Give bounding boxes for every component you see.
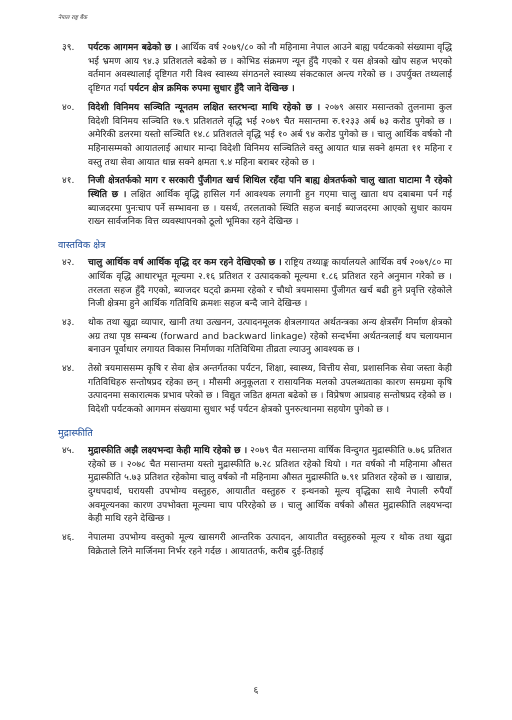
- paragraph-number: ४२.: [62, 258, 75, 269]
- paragraph-45: [62, 445, 452, 527]
- paragraph-text: लक्षित आर्थिक वृद्धि हासिल गर्न आवश्यक लगानी हुन गएमा चालु खाता थप दबाबमा पर्न गई ब्याजदरमा पुनःचाप पर्ने सम्भावना छ । यसर्थ, तरलताको स्थिति सहज बनाई ब्याजदरमा आएको सुधार कायम राख्न सार्वजनिक वित्त व्यवस्थापनको ठूलो भूमिका रहने देखिन्छ ।: [88, 190, 452, 228]
- paragraph-number: ४१.: [62, 176, 75, 187]
- paragraph-number: ४४.: [62, 364, 75, 375]
- paragraph-42: [62, 257, 452, 312]
- paragraph-heading: निजी क्षेत्रतर्फको माग र सरकारी पुँजीगत खर्च शिथिल रहँदा पनि बाह्य क्षेत्रतर्फको चालु खाता घाटामा नै रहेको स्थिति छ ।: [88, 176, 452, 201]
- paragraph-heading: विदेशी विनिमय सञ्चिति न्यूनतम लक्षित स्तरभन्दा माथि रहेको छ ।: [88, 102, 321, 113]
- paragraph-text: २०७९ चैत मसान्तमा वार्षिक विन्दुगत मुद्रास्फीति ७.७६ प्रतिशत रहेको छ । २०७८ चैत मसान्तमा यस्तो मुद्रास्फीति ७.२८ प्रतिशत रहेको थियो । गत वर्षको नौ महिनामा औसत मुद्रास्फीति ५.७३ प्रतिशत रहेकोमा चालु वर्षको नौ महिनामा औसत मुद्रास्फीति ७.९१ प्रतिशत रहेको छ । खाद्यान्न, दुग्धपदार्थ, घरायसी उपभोग्य वस्तुहरु, आयातीत वस्तुहरु र इन्धनको मूल्य वृद्धिका साथै नेपाली रुपैयाँ अवमूल्यनका कारण उपभोक्ता मूल्यमा चाप परिरहेको छ । चालु आर्थिक वर्षको औसत मुद्रास्फीति लक्ष्यभन्दा केही माथि रहने देखिन्छ ।: [88, 445, 452, 525]
- paragraph-number: ४५.: [62, 445, 75, 456]
- paragraph-heading: चालु आर्थिक वर्ष आर्थिक वृद्धि दर कम रहने देखिएको छ ।: [88, 258, 282, 269]
- paragraph-39: [62, 42, 452, 97]
- paragraph-46: [62, 532, 452, 559]
- document-body: [58, 42, 452, 565]
- paragraph-number: ४६.: [62, 533, 75, 544]
- section-heading-real-sector: वास्तविक क्षेत्र: [58, 240, 106, 252]
- paragraph-conclusion: पर्यटन क्षेत्र क्रमिक रुपमा सुधार हुँदै जाने देखिन्छ ।: [128, 84, 295, 95]
- paragraph-number: ४०.: [62, 102, 75, 113]
- page-number: ६: [253, 686, 259, 696]
- paragraph-text: २०७९ असार मसान्तको तुलनामा कुल विदेशी विनिमय सञ्चिति १७.९ प्रतिशतले वृद्धि भई २०७९ चैत मसान्तमा रु.१२३३ अर्ब ७३ करोड पुगेको छ । अमेरिकी डलरमा यस्तो सञ्चिति १४.८ प्रतिशतले वृद्धि भई १० अर्ब ९४ करोड पुगेको छ । चालु आर्थिक वर्षको नौ महिनासम्मको आयातलाई आधार मान्दा विदेशी विनिमय सञ्चितिले वस्तु आयात धान्न सक्ने क्षमता ११ महिना र वस्तु तथा सेवा आयात धान्न सक्ने क्षमता ९.४ महिना बराबर रहेको छ ।: [88, 102, 452, 168]
- paragraph-heading: मुद्रास्फीति अझै लक्ष्यभन्दा केही माथि रहेको छ ।: [88, 445, 248, 456]
- paragraph-43: [62, 317, 452, 358]
- paragraph-text: थोक तथा खुद्रा व्यापार, खानी तथा उत्खनन, उत्पादनमूलक क्षेत्रलगायत अर्थतन्त्रका अन्य क्षेत्रसँग निर्माण क्षेत्रको अग्र तथा पृष्ठ सम्बन्ध (forward and backward linkage) रहेको सन्दर्भमा अर्थतन्त्रलाई थप चलायमान बनाउन पूर्वाधार लगायत विकास निर्माणका गतिविधिमा तीव्रता ल्याउनु आवश्यक छ ।: [88, 317, 452, 356]
- paragraph-44: [62, 363, 452, 418]
- paragraph-41: [62, 175, 452, 230]
- paragraph-heading: पर्यटक आगमन बढेको छ ।: [88, 43, 178, 53]
- section-heading-inflation: मुद्रास्फीति: [58, 427, 93, 439]
- paragraph-text: आर्थिक वर्ष २०७९/८० को नौ महिनामा नेपाल आउने बाह्य पर्यटकको संख्यामा वृद्धि भई भ्रमण आय ९४.३ प्रतिशतले बढेको छ । कोभिड संक्रमण न्यून हुँदै गएको र यस क्षेत्रको खोप सहज भएको वर्तमान अवस्थालाई दृष्टिगत गरी विश्व स्वास्थ्य संगठनले स्वास्थ्य संकटकाल अन्त्य गरेको छ । उपर्युक्त तथ्यलाई दृष्टिगत गर्दा: [88, 43, 452, 95]
- paragraph-text: नेपालमा उपभोग्य वस्तुको मूल्य खासगरी आन्तरिक उत्पादन, आयातीत वस्तुहरुको मूल्य र थोक तथा खुद्रा विक्रेताले लिने मार्जिनमा निर्भर रहने गर्दछ । आयाततर्फ, करीब दुई-तिहाई: [88, 533, 452, 557]
- paragraph-text: तेस्रो त्रयमाससम्म कृषि र सेवा क्षेत्र अन्तर्गतका पर्यटन, शिक्षा, स्वास्थ्य, वित्तीय सेवा, प्रशासनिक सेवा जस्ता केही गतिविधिहरु सन्तोषप्रद रहेका छन् । मौसमी अनुकूलता र रासायनिक मलको उपलब्धताका कारण समग्रमा कृषि उत्पादनमा सकारात्मक प्रभाव परेको छ । विद्युत जडित क्षमता बढेको छ । विप्रेषण आप्रवाह सन्तोषप्रद रहेको छ । विदेशी पर्यटकको आगमन संख्यामा सुधार भई पर्यटन क्षेत्रको पुनरुत्थानमा सहयोग पुगेको छ ।: [88, 364, 452, 416]
- page-header: नेपाल राष्ट्र बैंक: [58, 15, 88, 21]
- paragraph-40: [62, 102, 452, 171]
- paragraph-number: ३९.: [62, 43, 75, 53]
- paragraph-text: राष्ट्रिय तथ्याङ्क कार्यालयले आर्थिक वर्ष २०७९/८० मा आर्थिक वृद्धि आधारभूत मूल्यमा २.१६ प्रतिशत र उत्पादकको मूल्यमा १.८६ प्रतिशत रहने अनुमान गरेको छ । तरलता सहज हुँदै गएको, ब्याजदर घट्दो क्रममा रहेको र चौथो त्रयमासमा पुँजीगत खर्च बढी हुने प्रवृत्ति रहेकोले निजी क्षेत्रमा हुने आर्थिक गतिविधि क्रमशः सहज बन्दै जाने देखिन्छ ।: [88, 258, 452, 310]
- paragraph-number: ४३.: [62, 317, 75, 328]
